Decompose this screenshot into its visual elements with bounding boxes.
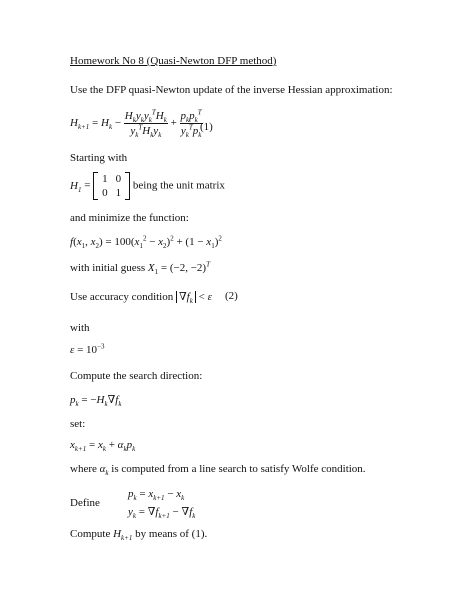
initial-guess-line: with initial guess $X_1 = (-2$, −2)$^T$: [70, 260, 210, 277]
define-p-equation: $p_k = x_{k+1} - x_k$: [128, 488, 185, 503]
define-y-equation: $y_k = \nabla f_{k+1} - \nabla f_k$: [128, 506, 196, 521]
search-direction-equation: $p_k = -H_k\nabla f_k$: [70, 394, 122, 409]
epsilon-equation: $\varepsilon = 10^{-3}$: [70, 342, 105, 356]
by-means-text: by means of (1).: [135, 528, 208, 540]
identity-matrix: [93, 172, 130, 200]
update-equation: $x_{k+1} = x_k + \alpha_kp_k$: [70, 439, 136, 454]
equation-1-label: (1): [200, 121, 213, 133]
accuracy-line: Use accuracy condition $\nabla f_k < \varepsilon$: [70, 291, 212, 306]
with-guess-text: with initial guess: [70, 262, 146, 274]
where-text: where: [70, 463, 97, 475]
being-unit-text: being the unit matrix: [132, 179, 225, 192]
dfp-update-equation: $H_{k+1} = H_k$ − $\frac{H_ky_ky_k^TH_k}{y_k^TH_ky_k}$ + $\frac{p_kp_k^T}{y_k^Tp_k}$: [70, 108, 202, 140]
matrix-cell: 0: [102, 187, 108, 199]
with-text: with: [70, 322, 90, 334]
equation-2-label: (2): [225, 290, 238, 302]
matrix-cell: 1: [115, 187, 122, 199]
function-equation: $f(x_1$, $x_2) = 100(x_1^2 - x_2)^2 + (1 - x_1)^2$: [70, 234, 222, 251]
compute-line: Compute $H_{k+1}$ by means of (1).: [70, 528, 208, 543]
page-title: Homework No 8 (Quasi-Newton DFP method): [70, 55, 277, 67]
intro-text: Use the DFP quasi-Newton update of the inverse Hessian approximation:: [70, 84, 393, 96]
compute-text: Compute: [70, 528, 111, 540]
accuracy-text: Use accuracy condition: [70, 291, 174, 303]
matrix-cell: 1: [102, 173, 108, 185]
matrix-cell: 0: [115, 173, 122, 185]
wolfe-line: where $\alpha_k$ is computed from a line search to satisfy Wolfe condition.: [70, 463, 366, 478]
define-text: Define: [70, 497, 100, 509]
set-text: set:: [70, 418, 86, 430]
starting-with-text: Starting with: [70, 152, 128, 164]
initial-matrix-equation: $H_1$ = 1 0 0 1 being the unit matrix: [70, 173, 225, 199]
minimize-text: and minimize the function:: [70, 212, 189, 224]
wolfe-text: is computed from a line search to satisfy Wolfe condition.: [111, 463, 366, 475]
compute-direction-text: Compute the search direction:: [70, 370, 203, 382]
